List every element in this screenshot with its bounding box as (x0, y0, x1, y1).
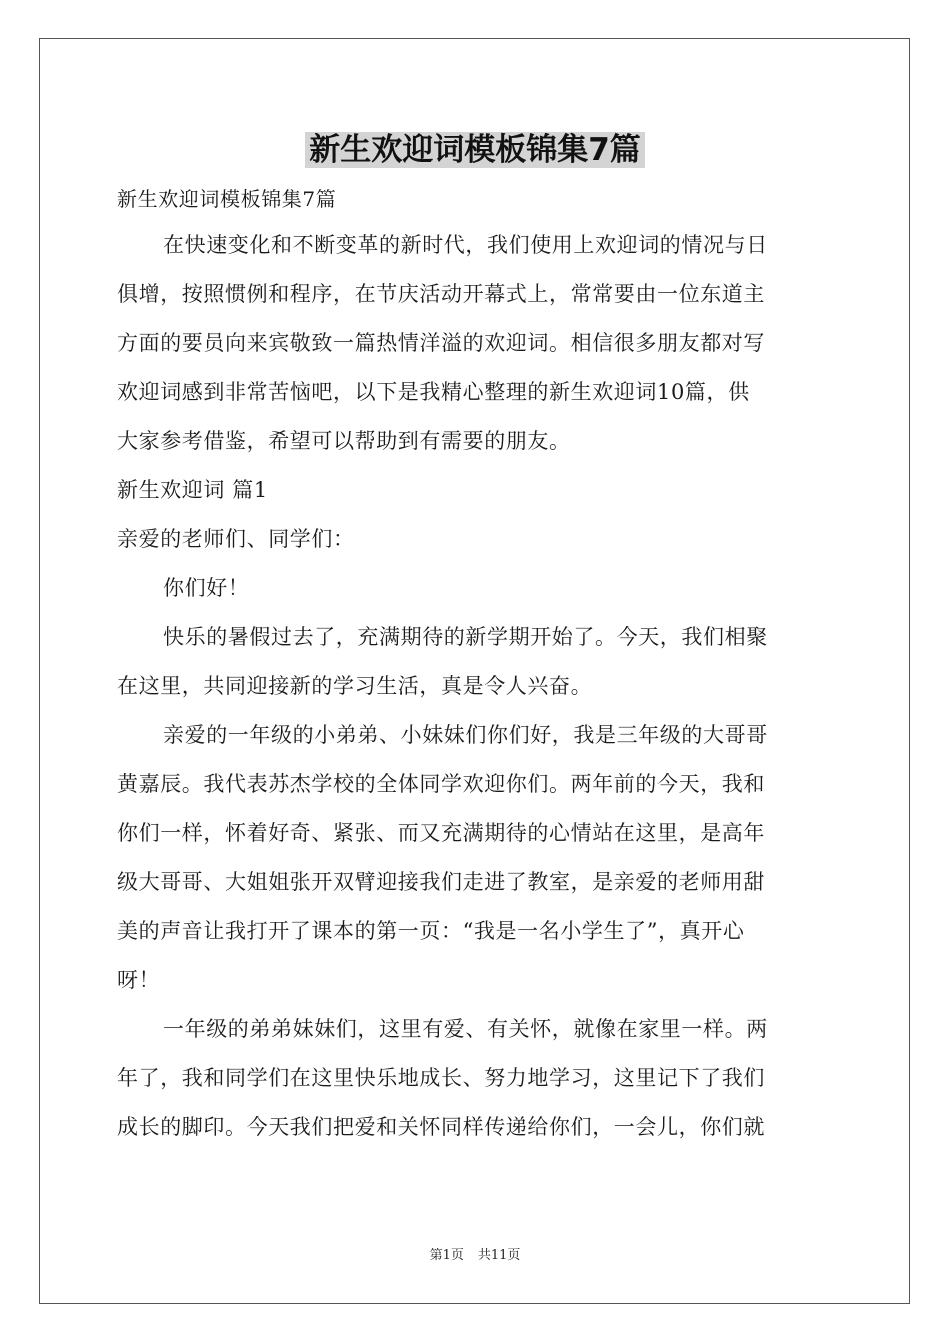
text-line: 级大哥哥、大姐姐张开双臂迎接我们走进了教室，是亲爱的老师用甜 (117, 870, 765, 894)
text-line: 方面的要员向来宾敬致一篇热情洋溢的欢迎词。相信很多朋友都对写 (117, 331, 765, 355)
text-line: 美的声音让我打开了课本的第一页：“我是一名小学生了”，真开心 (117, 919, 745, 943)
document-title-text: 新生欢迎词模板锦集7篇 (305, 132, 645, 168)
page-total: 共11页 (477, 1248, 521, 1263)
text-line: 新生欢迎词 篇1 (117, 478, 268, 502)
text-line: 黄嘉辰。我代表苏杰学校的全体同学欢迎你们。两年前的今天，我和 (117, 772, 765, 796)
text-line: 呀！ (117, 968, 161, 992)
text-line: 在快速变化和不断变革的新时代，我们使用上欢迎词的情况与日 (163, 233, 768, 257)
page-number: 第1页 (429, 1248, 464, 1263)
text-line: 亲爱的老师们、同学们： (117, 527, 355, 551)
document-body (117, 177, 833, 1152)
text-line: 成长的脚印。今天我们把爱和关怀同样传递给你们，一会儿，你们就 (117, 1115, 765, 1139)
text-line: 你们好！ (163, 576, 250, 600)
text-line: 快乐的暑假过去了，充满期待的新学期开始了。今天，我们相聚 (163, 625, 768, 649)
text-line: 你们一样，怀着好奇、紧张、而又充满期待的心情站在这里，是高年 (117, 821, 765, 845)
text-line: 一年级的弟弟妹妹们，这里有爱、有关怀，就像在家里一样。两 (163, 1017, 768, 1041)
page-footer (0, 1247, 950, 1265)
text-line: 在这里，共同迎接新的学习生活，真是令人兴奋。 (117, 674, 593, 698)
text-line: 亲爱的一年级的小弟弟、小妹妹们你们好，我是三年级的大哥哥 (163, 723, 768, 747)
document-subtitle: 新生欢迎词模板锦集7篇 (117, 187, 337, 211)
document-title (0, 128, 950, 172)
text-line: 欢迎词感到非常苦恼吧，以下是我精心整理的新生欢迎词10篇，供 (117, 380, 750, 404)
body-lines (117, 221, 833, 1152)
text-line: 大家参考借鉴，希望可以帮助到有需要的朋友。 (117, 429, 571, 453)
text-line: 俱增，按照惯例和程序，在节庆活动开幕式上，常常要由一位东道主 (117, 282, 765, 306)
text-line: 年了，我和同学们在这里快乐地成长、努力地学习，这里记下了我们 (117, 1066, 765, 1090)
